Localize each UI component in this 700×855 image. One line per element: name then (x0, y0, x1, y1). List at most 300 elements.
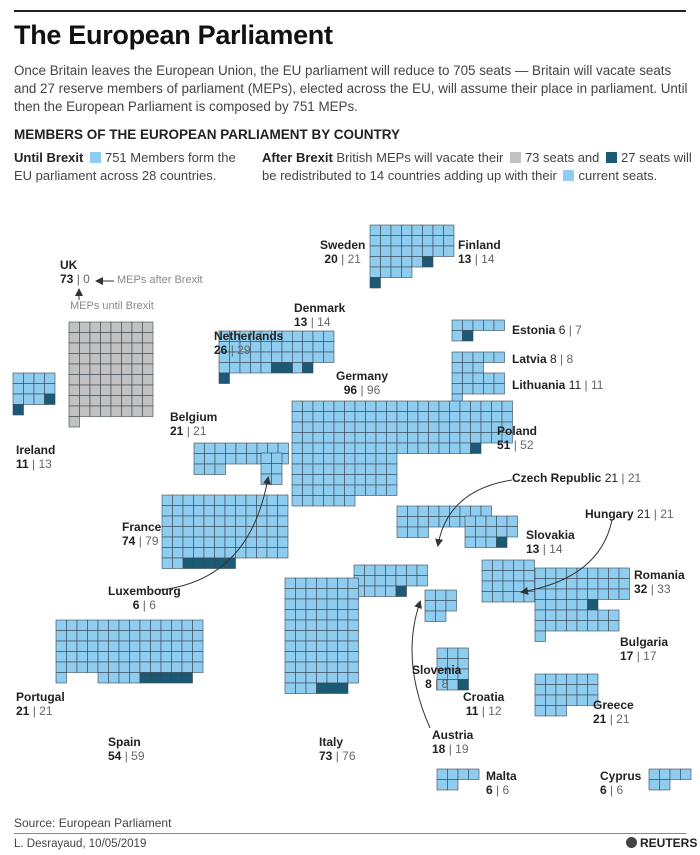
seat-czech (460, 506, 471, 517)
seat-bulgaria (535, 621, 546, 632)
seat-france (246, 527, 257, 538)
seat-croatia (448, 648, 459, 659)
legend-until-label: Until Brexit (14, 150, 84, 165)
seat-spain (161, 673, 172, 684)
seat-bulgaria (609, 621, 620, 632)
seat-italy (296, 641, 307, 652)
seat-uk (132, 343, 143, 354)
seat-ireland (13, 394, 24, 405)
seat-france (267, 495, 278, 506)
seat-uk (132, 375, 143, 386)
seat-estonia (494, 320, 505, 331)
seat-italy (348, 631, 359, 642)
seat-poland (481, 433, 492, 444)
seat-germany (355, 401, 366, 412)
seat-lithuania (463, 373, 474, 384)
seat-france (194, 516, 205, 527)
seat-belgium (194, 464, 205, 475)
seats-after: 96 (343, 383, 358, 397)
seat-uk (132, 354, 143, 365)
seat-lithuania (452, 384, 463, 395)
country-label-slovakia: Slovakia 13 | 14 (526, 528, 575, 556)
seat-sweden (402, 225, 413, 236)
seat-spain (109, 641, 120, 652)
seat-italy (348, 662, 359, 673)
country-label-luxembourg: Luxembourg 6 | 6 (108, 584, 181, 612)
seat-italy (338, 673, 349, 684)
country-label-estonia: Estonia 6 | 7 (512, 323, 582, 337)
seat-spain (172, 641, 183, 652)
seat-germany (345, 443, 356, 454)
seat-denmark (292, 342, 303, 353)
seat-italy (285, 662, 296, 673)
seat-hungary (493, 581, 504, 592)
seat-poland (429, 433, 440, 444)
seat-uk (122, 354, 133, 365)
seat-spain (140, 641, 151, 652)
seat-belgium (215, 454, 226, 465)
seat-slovenia (425, 590, 436, 601)
seat-italy (306, 652, 317, 663)
seat-france (204, 537, 215, 548)
country-name: Latvia (512, 352, 547, 366)
seat-romania (546, 589, 557, 600)
seat-uk (111, 364, 122, 375)
seat-poland (460, 401, 471, 412)
seat-italy (327, 652, 338, 663)
seat-hungary (503, 581, 514, 592)
seat-luxembourg (261, 464, 272, 475)
seats-after: 8 (425, 677, 432, 691)
seat-germany (324, 475, 335, 486)
seat-italy (348, 673, 359, 684)
seat-portugal (88, 620, 99, 631)
seat-germany (355, 412, 366, 423)
seat-germany (387, 485, 398, 496)
seat-denmark (303, 352, 314, 363)
seat-spain (109, 673, 120, 684)
country-name: Lithuania (512, 378, 566, 392)
seats-after: 11 (568, 378, 582, 392)
seat-austria (375, 586, 386, 597)
country-name: Ireland (16, 443, 56, 457)
seat-italy (306, 673, 317, 684)
seat-finland (423, 236, 434, 247)
seat-uk (143, 375, 154, 386)
seat-germany (313, 475, 324, 486)
seat-france (236, 495, 247, 506)
seat-austria (365, 576, 376, 587)
legend-after-text-b: 73 seats and (524, 150, 600, 165)
seat-germany (324, 433, 335, 444)
country-label-hungary: Hungary 21 | 21 (585, 507, 674, 521)
seat-portugal (77, 620, 88, 631)
seat-slovenia (436, 601, 447, 612)
seat-spain (119, 620, 130, 631)
seats-after: 20 (324, 252, 338, 266)
seat-netherlands (261, 363, 272, 374)
seat-hungary (482, 560, 493, 571)
seat-italy (317, 662, 328, 673)
seat-bulgaria (567, 621, 578, 632)
seat-denmark (292, 363, 303, 374)
seat-france (194, 537, 205, 548)
seat-spain (130, 641, 141, 652)
seat-italy (285, 683, 296, 694)
seat-slovakia (507, 516, 518, 527)
seat-poland (450, 422, 461, 433)
seat-france (257, 527, 268, 538)
seats-before: 29 (237, 343, 251, 357)
seat-spain (193, 620, 204, 631)
seat-sweden (370, 236, 381, 247)
seat-sweden (402, 246, 413, 257)
seat-france (183, 558, 194, 569)
country-label-finland: Finland 13 | 14 (458, 238, 501, 266)
seat-lithuania (452, 373, 463, 384)
seats-before: 14 (317, 315, 331, 329)
seat-czech (471, 506, 482, 517)
seat-slovakia (465, 537, 476, 548)
country-label-netherlands: Netherlands 26 | 29 (214, 329, 284, 357)
seat-italy (338, 620, 349, 631)
seat-poland (429, 412, 440, 423)
seat-hungary (524, 571, 535, 582)
seat-france (236, 516, 247, 527)
seat-france (162, 516, 173, 527)
seat-germany (376, 443, 387, 454)
seat-germany (292, 412, 303, 423)
seats-before: 14 (481, 252, 495, 266)
seat-germany (355, 433, 366, 444)
seat-spain (130, 620, 141, 631)
seat-latvia (463, 352, 474, 363)
seat-hungary (482, 581, 493, 592)
seat-denmark (303, 342, 314, 353)
seat-italy (317, 631, 328, 642)
seat-greece (535, 685, 546, 696)
seat-italy (317, 683, 328, 694)
seat-poland (418, 433, 429, 444)
seats-before: 96 (366, 383, 381, 397)
seat-romania (577, 589, 588, 600)
seat-poland (429, 422, 440, 433)
seat-denmark (313, 331, 324, 342)
seat-italy (327, 673, 338, 684)
seat-poland (492, 412, 503, 423)
seat-spain (161, 662, 172, 673)
seat-france (246, 548, 257, 559)
seats-after: 21 (170, 424, 184, 438)
seat-greece (546, 695, 557, 706)
seat-bulgaria (556, 610, 567, 621)
seat-italy (338, 599, 349, 610)
seat-france (278, 548, 289, 559)
seat-poland (471, 422, 482, 433)
seat-bulgaria (588, 621, 599, 632)
seat-germany (303, 401, 314, 412)
seat-germany (376, 454, 387, 465)
seats-after: 0 (83, 272, 90, 286)
seat-france (278, 506, 289, 517)
country-label-greece: Greece 21 | 21 (593, 698, 634, 726)
seat-germany (292, 485, 303, 496)
seat-slovenia (425, 611, 436, 622)
seat-sweden (381, 236, 392, 247)
seat-germany (376, 401, 387, 412)
country-label-poland: Poland 51 | 52 (497, 424, 538, 452)
seat-uk (80, 343, 91, 354)
seat-italy (285, 610, 296, 621)
seat-uk (132, 333, 143, 344)
seat-germany (387, 454, 398, 465)
seat-romania (598, 579, 609, 590)
seat-france (267, 527, 278, 538)
seat-austria (386, 586, 397, 597)
seat-germany (366, 464, 377, 475)
seat-germany (324, 485, 335, 496)
seat-uk (111, 343, 122, 354)
seats-before: 6 (616, 783, 624, 797)
seat-italy (338, 610, 349, 621)
seat-germany (387, 401, 398, 412)
seat-poland (481, 422, 492, 433)
seat-italy (317, 610, 328, 621)
seat-denmark (292, 331, 303, 342)
seat-france (236, 506, 247, 517)
seat-bulgaria (556, 621, 567, 632)
seat-germany (313, 485, 324, 496)
seats-after: 6 (486, 783, 493, 797)
seats-before: 21 (193, 424, 207, 438)
seat-germany (387, 422, 398, 433)
seat-germany (366, 454, 377, 465)
credit-line: L. Desrayaud, 10/05/2019 (14, 838, 147, 850)
seat-greece (556, 695, 567, 706)
seat-malta (437, 780, 448, 791)
seat-romania (577, 600, 588, 611)
seat-uk (122, 375, 133, 386)
seat-uk (69, 343, 80, 354)
seats-after: 8 (550, 352, 557, 366)
seat-italy (306, 589, 317, 600)
seat-poland (418, 401, 429, 412)
seat-denmark (313, 342, 324, 353)
country-label-cyprus: Cyprus 6 | 6 (600, 769, 642, 797)
seat-poland (450, 443, 461, 454)
seat-italy (317, 578, 328, 589)
seat-poland (502, 412, 513, 423)
seat-ireland (45, 384, 56, 395)
country-name: Denmark (294, 301, 346, 315)
seat-bulgaria (546, 610, 557, 621)
seat-greece (567, 674, 578, 685)
seat-austria (417, 576, 428, 587)
seat-finland (444, 225, 455, 236)
seat-poland (408, 422, 419, 433)
seat-sweden (402, 257, 413, 268)
seat-ireland (24, 394, 35, 405)
seat-france (204, 527, 215, 538)
seat-germany (313, 464, 324, 475)
seat-france (183, 516, 194, 527)
seat-spain (98, 662, 109, 673)
seat-uk (69, 375, 80, 386)
seat-france (215, 495, 226, 506)
seat-france (162, 558, 173, 569)
country-label-slovenia: Slovenia 8 | 8 (412, 663, 462, 691)
seat-hungary (482, 571, 493, 582)
seat-portugal (56, 662, 67, 673)
seat-denmark (324, 331, 335, 342)
seat-germany (345, 464, 356, 475)
seat-romania (619, 568, 630, 579)
seat-slovakia (497, 537, 508, 548)
seat-luxembourg (261, 474, 272, 485)
seat-greece (556, 706, 567, 717)
seat-italy (285, 631, 296, 642)
seat-spain (98, 631, 109, 642)
seat-germany (387, 464, 398, 475)
seat-uk (90, 375, 101, 386)
seat-sweden (381, 246, 392, 257)
seat-italy (306, 599, 317, 610)
seat-lithuania (473, 373, 484, 384)
seat-poland (397, 433, 408, 444)
seat-italy (327, 683, 338, 694)
seat-italy (338, 631, 349, 642)
seat-uk (80, 322, 91, 333)
seat-romania (567, 600, 578, 611)
seat-netherlands (272, 363, 283, 374)
seat-croatia (437, 648, 448, 659)
seat-uk (90, 322, 101, 333)
seat-czech (408, 506, 419, 517)
seat-germany (345, 496, 356, 507)
seat-poland (439, 412, 450, 423)
seat-sweden (381, 267, 392, 278)
uk-after-note: MEPs after Brexit (117, 274, 203, 286)
seats-before: 73 (60, 272, 74, 286)
seat-italy (296, 589, 307, 600)
seat-latvia (494, 352, 505, 363)
seat-germany (303, 443, 314, 454)
seat-france (246, 506, 257, 517)
seat-estonia (473, 320, 484, 331)
seats-after: 11 (16, 457, 29, 471)
seat-germany (366, 422, 377, 433)
country-name: Romania (634, 568, 685, 582)
seat-france (225, 516, 236, 527)
seat-bulgaria (598, 610, 609, 621)
seat-romania (535, 600, 546, 611)
seat-uk (101, 343, 112, 354)
seat-sweden (370, 225, 381, 236)
seat-finland (412, 246, 423, 257)
country-name: Estonia (512, 323, 556, 337)
seat-france (162, 506, 173, 517)
seat-belgium (205, 443, 216, 454)
seat-sweden (381, 225, 392, 236)
seat-italy (348, 599, 359, 610)
seat-uk (101, 396, 112, 407)
seat-spain (109, 620, 120, 631)
seat-france (194, 548, 205, 559)
seats-after: 6 (558, 323, 566, 337)
seat-portugal (77, 641, 88, 652)
country-label-austria: Austria 18 | 19 (432, 728, 474, 756)
seat-hungary (503, 560, 514, 571)
reuters-logo (626, 836, 697, 850)
seat-belgium (236, 454, 247, 465)
seat-italy (317, 589, 328, 600)
seat-hungary (503, 592, 514, 603)
seat-spain (140, 662, 151, 673)
seat-germany (334, 443, 345, 454)
seat-germany (355, 454, 366, 465)
seat-spain (130, 631, 141, 642)
seat-france (162, 527, 173, 538)
country-name: Croatia (463, 690, 505, 704)
seat-romania (556, 568, 567, 579)
seat-spain (182, 662, 193, 673)
seat-uk (143, 385, 154, 396)
country-name: UK (60, 258, 78, 272)
seat-austria (396, 586, 407, 597)
seat-slovakia (497, 516, 508, 527)
country-label-denmark: Denmark 13 | 14 (294, 301, 346, 329)
seat-spain (98, 641, 109, 652)
seat-spain (119, 662, 130, 673)
seat-finland (423, 246, 434, 257)
seat-belgium (268, 443, 279, 454)
seat-hungary (514, 581, 525, 592)
seat-romania (619, 579, 630, 590)
seat-sweden (391, 236, 402, 247)
seat-luxembourg (272, 464, 283, 475)
seat-germany (313, 422, 324, 433)
seats-before: 21 (39, 704, 53, 718)
seat-bulgaria (598, 621, 609, 632)
seats-before: 19 (455, 742, 469, 756)
seat-germany (303, 464, 314, 475)
seat-cyprus (670, 769, 681, 780)
seat-belgium (247, 443, 258, 454)
seats-after: 54 (108, 749, 122, 763)
seat-greece (535, 695, 546, 706)
country-name: Sweden (320, 238, 366, 252)
seat-germany (376, 422, 387, 433)
seat-germany (366, 401, 377, 412)
seat-bulgaria (588, 610, 599, 621)
seat-belgium (215, 464, 226, 475)
seats-after: 74 (122, 534, 136, 548)
seat-uk (132, 364, 143, 375)
seat-france (257, 516, 268, 527)
seat-czech (397, 506, 408, 517)
seat-germany (292, 496, 303, 507)
seat-portugal (88, 641, 99, 652)
seat-romania (588, 568, 599, 579)
seat-malta (458, 769, 469, 780)
seat-france (204, 558, 215, 569)
seat-poland (492, 401, 503, 412)
seat-sweden (370, 267, 381, 278)
seat-sweden (402, 236, 413, 247)
seat-france (278, 527, 289, 538)
seat-spain (98, 673, 109, 684)
seat-germany (334, 475, 345, 486)
